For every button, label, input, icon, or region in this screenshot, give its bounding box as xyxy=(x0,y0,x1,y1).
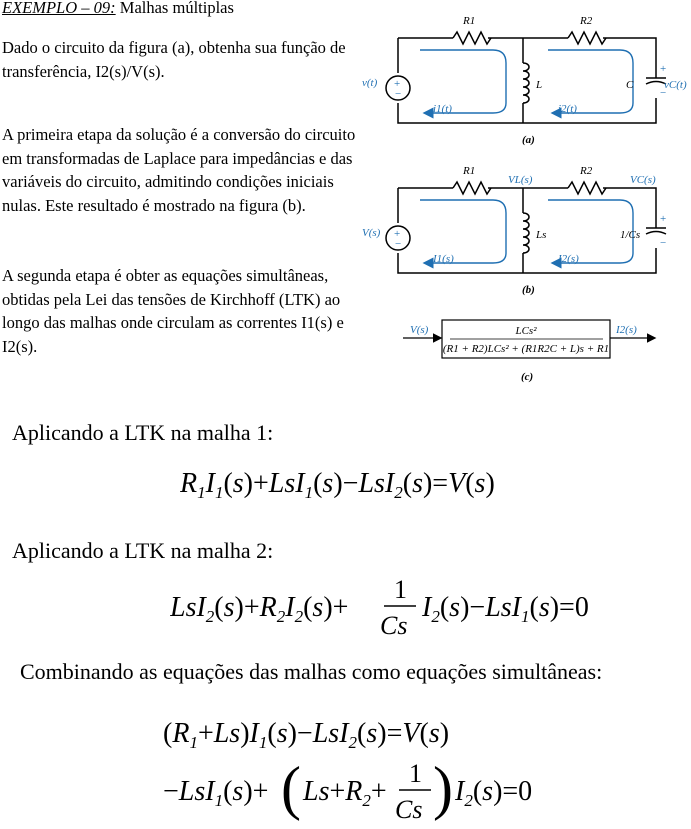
svg-text:Ls+R2+: $Ls+R_2+$ xyxy=(303,776,387,810)
svg-text:+: + xyxy=(394,228,401,240)
equation-3 xyxy=(163,712,503,752)
svg-text:I2(s)−LsI1(s)=0: $I_2(s)-LsI_1(s)=0$ xyxy=(422,592,589,626)
section-mesh2: Aplicando a LTK na malha 2: xyxy=(12,538,274,563)
label-r1-b: R1 xyxy=(463,165,476,177)
svg-text:I2(s)=0: $I_2(s)=0$ xyxy=(455,776,533,810)
label-c-b: 1/Cs xyxy=(620,229,641,241)
resistor-r1-b xyxy=(453,182,491,194)
label-vc-a: vC(t) xyxy=(664,79,687,91)
intro-text-1: Dado o circuito da figura (a), obtenha sua função de transferência, I2(s)/V(s). xyxy=(2,38,346,81)
intro-text-2: A primeira etapa da solução é a conversão do circuito em transformadas de Laplace para impedâncias e das variáveis do circuito, admitindo condições iniciais nulas. Este resultado é mostrado na figura (b). xyxy=(2,125,356,215)
svg-text:−LsI1(s)+: −LsI$_1$(s)+ xyxy=(163,776,269,810)
resistor-r1-a xyxy=(453,32,491,44)
label-r2-b: R2 xyxy=(580,165,593,177)
circuit-figures xyxy=(358,8,691,388)
example-heading xyxy=(2,0,234,20)
label-l-a: L xyxy=(536,79,543,91)
equation-1 xyxy=(180,462,540,502)
equation-2 xyxy=(170,570,610,642)
fraction-denominator-eq4: Cs xyxy=(395,795,423,824)
svg-text:−: − xyxy=(660,237,667,249)
svg-text:+: + xyxy=(660,63,667,75)
label-l-b: Ls xyxy=(536,229,547,241)
fraction-denominator-eq2: Cs xyxy=(380,611,408,640)
caption-a: (a) xyxy=(522,134,535,146)
equation-1-text: $R_1I_1(s)+LsI_1(s)-LsI_2(s)=V(s)$ xyxy=(180,468,495,502)
block-denominator: (R1 + R2)LCs² + (R1R2C + L)s + R1 xyxy=(442,343,610,355)
svg-text:): ) xyxy=(433,756,453,821)
resistor-r2-a xyxy=(568,32,606,44)
svg-text:(R1+Ls)I1(s)−LsI2(s)=V(s): $(R_1+Ls)I_1(s)-LsI_2(s)=V(s)$ xyxy=(163,718,450,752)
svg-text:LsI2(s)+R2I2(s)+: $LsI_2(s)+R_2I_2(s)+$ xyxy=(170,592,349,626)
label-i2-b: I2(s) xyxy=(558,253,579,265)
block-diagram-c xyxy=(403,320,654,383)
example-title: Malhas múltiplas xyxy=(119,0,234,17)
section-combine: Combinando as equações das malhas como equações simultâneas: xyxy=(20,659,603,684)
intro-text-3: A segunda etapa é obter as equações simultâneas, obtidas pela Lei das tensões de Kirchhoff (LTK) ao longo das malhas onde circulam as correntes I1(s) e I2(s). xyxy=(2,266,344,356)
caption-c: (c) xyxy=(521,371,534,383)
label-vl-b: VL(s) xyxy=(508,174,533,186)
capacitor-b xyxy=(646,228,666,234)
intro-paragraph-3 xyxy=(2,264,360,358)
label-i2-a: i2(t) xyxy=(558,103,577,115)
example-number: EXEMPLO – 09: xyxy=(2,0,116,17)
block-output: I2(s) xyxy=(616,324,637,336)
label-i1-a: i1(t) xyxy=(433,103,452,115)
svg-text:−: − xyxy=(395,88,402,100)
intro-paragraph-1 xyxy=(2,36,360,83)
label-source-b: V(s) xyxy=(362,227,381,239)
inductor-b xyxy=(523,213,529,253)
svg-text:+: + xyxy=(660,213,667,225)
label-c-a: C xyxy=(626,79,634,91)
svg-text:+: + xyxy=(394,78,401,90)
label-i1-b: I1(s) xyxy=(433,253,454,265)
svg-text:−: − xyxy=(660,87,667,99)
circuit-b xyxy=(362,165,666,296)
intro-paragraph-2 xyxy=(2,123,360,217)
inductor-a xyxy=(523,63,529,103)
section-mesh1: Aplicando a LTK na malha 1: xyxy=(12,420,274,445)
label-vc-b: VC(s) xyxy=(630,174,656,186)
circuit-a xyxy=(362,15,687,146)
label-r2-a: R2 xyxy=(580,15,593,27)
label-r1-a: R1 xyxy=(463,15,476,27)
svg-text:−: − xyxy=(395,238,402,250)
equation-4 xyxy=(163,756,583,828)
fraction-numerator-eq4: 1 xyxy=(409,759,422,788)
capacitor-a xyxy=(646,78,666,84)
block-input: V(s) xyxy=(410,324,429,336)
label-source-a: v(t) xyxy=(362,77,378,89)
fraction-numerator-eq2: 1 xyxy=(394,575,407,604)
resistor-r2-b xyxy=(568,182,606,194)
svg-text:(: ( xyxy=(281,756,301,821)
caption-b: (b) xyxy=(522,284,535,296)
block-numerator: LCs² xyxy=(515,325,537,337)
